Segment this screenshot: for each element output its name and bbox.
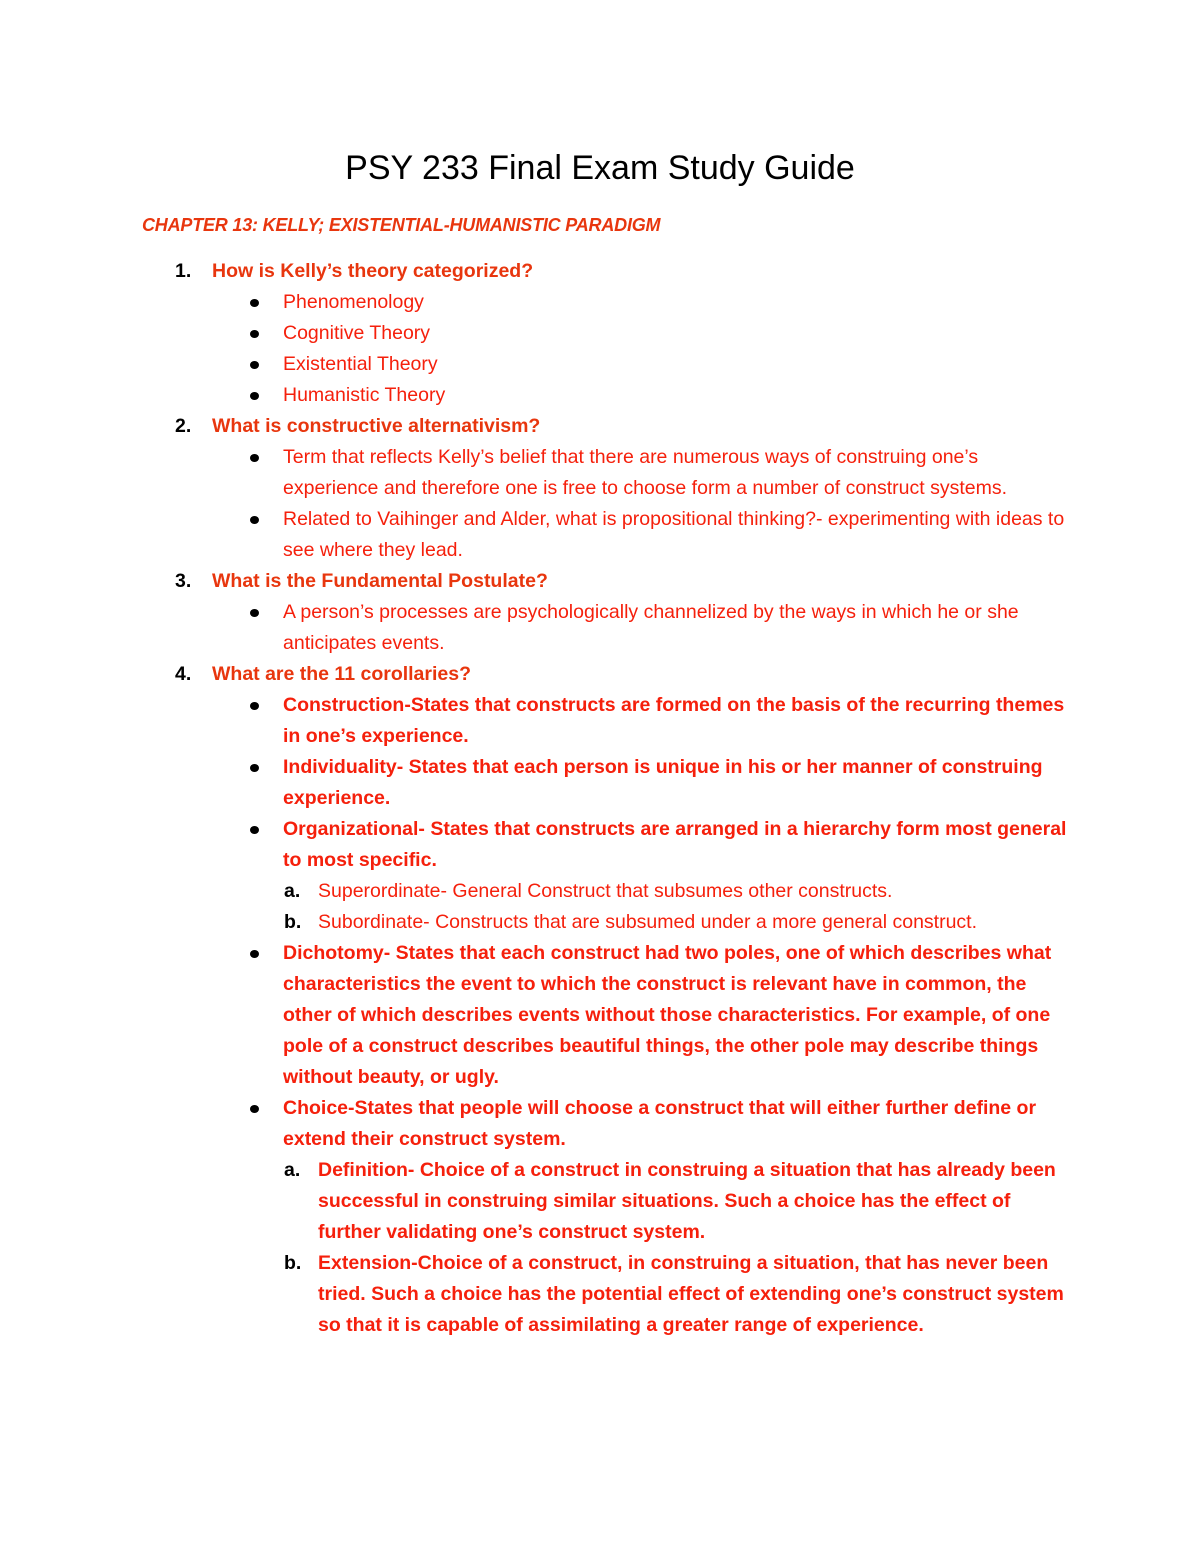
bullet-icon [250, 826, 259, 834]
question-text: What is the Fundamental Postulate? [212, 570, 548, 592]
sub-item [0, 876, 1200, 907]
sub-item [0, 907, 1200, 938]
bullet-text: Construction-States that constructs are formed on the basis of the recurring themes in one’s experience. [283, 694, 1065, 747]
sub-item-letter: a. [284, 880, 301, 902]
bullet-icon [250, 950, 259, 958]
sub-item [0, 1248, 1200, 1341]
bullet-text: Humanistic Theory [283, 384, 446, 406]
question-text: What are the 11 corollaries? [212, 663, 472, 685]
bullet-item [0, 349, 1200, 380]
sub-item [0, 1155, 1200, 1248]
question-number: 2. [175, 415, 192, 437]
chapter-heading: CHAPTER 13: KELLY; EXISTENTIAL-HUMANISTIC PARADIGM [142, 215, 661, 235]
question-item [0, 256, 1200, 287]
question-text: How is Kelly’s theory categorized? [212, 260, 534, 282]
bullet-item [0, 814, 1200, 876]
bullet-icon [250, 702, 259, 710]
bullet-text: Organizational- States that constructs are arranged in a hierarchy form most general to most specific. [283, 818, 1067, 871]
bullet-item [0, 938, 1200, 1093]
bullet-icon [250, 361, 259, 369]
bullet-icon [250, 609, 259, 617]
bullet-text: Related to Vaihinger and Alder, what is propositional thinking?- experimenting with ideas to see where they lead. [283, 508, 1065, 561]
bullet-item [0, 287, 1200, 318]
bullet-item [0, 380, 1200, 411]
question-item [0, 659, 1200, 690]
question-item [0, 411, 1200, 442]
bullet-item [0, 690, 1200, 752]
bullet-icon [250, 516, 259, 524]
bullet-item [0, 752, 1200, 814]
sub-item-text: Definition- Choice of a construct in construing a situation that has already been successful in construing similar situations. Such a choice has the effect of further validating one’s construct system. [318, 1159, 1056, 1243]
bullet-icon [250, 454, 259, 462]
sub-item-text: Extension-Choice of a construct, in construing a situation, that has never been tried. Such a choice has the potential effect of extending one’s construct system so that it is capable of assimilating a greater range of experience. [318, 1252, 1064, 1336]
question-item [0, 566, 1200, 597]
question-number: 3. [175, 570, 192, 592]
sub-item-text: Superordinate- General Construct that subsumes other constructs. [318, 880, 893, 902]
page-title: PSY 233 Final Exam Study Guide [345, 149, 855, 187]
bullet-icon [250, 392, 259, 400]
bullet-text: Phenomenology [283, 291, 424, 313]
bullet-text: Individuality- States that each person is unique in his or her manner of construing experience. [283, 756, 1043, 809]
question-text: What is constructive alternativism? [212, 415, 541, 437]
bullet-text: Cognitive Theory [283, 322, 431, 344]
sub-item-letter: b. [284, 911, 302, 933]
sub-item-letter: b. [284, 1252, 302, 1274]
sub-item-text: Subordinate- Constructs that are subsumed under a more general construct. [318, 911, 978, 933]
bullet-icon [250, 1105, 259, 1113]
bullet-text: A person’s processes are psychologically channelized by the ways in which he or she anticipates events. [283, 601, 1019, 654]
bullet-icon [250, 764, 259, 772]
sub-item-letter: a. [284, 1159, 301, 1181]
bullet-item [0, 442, 1200, 504]
bullet-item [0, 504, 1200, 566]
question-number: 4. [175, 663, 192, 685]
bullet-item [0, 318, 1200, 349]
bullet-text: Term that reflects Kelly’s belief that there are numerous ways of construing one’s experience and therefore one is free to choose form a number of construct systems. [283, 446, 1008, 499]
bullet-icon [250, 299, 259, 307]
bullet-text: Existential Theory [283, 353, 438, 375]
bullet-item [0, 597, 1200, 659]
question-number: 1. [175, 260, 192, 282]
bullet-text: Choice-States that people will choose a construct that will either further define or extend their construct system. [283, 1097, 1037, 1150]
bullet-item [0, 1093, 1200, 1155]
bullet-icon [250, 330, 259, 338]
question-list [0, 256, 1200, 1341]
bullet-text: Dichotomy- States that each construct had two poles, one of which describes what characteristics the event to which the construct is relevant have in common, the other of which describes events without those characteristics. For example, of one pole of a construct describes beautiful things, the other pole may describe things without beauty, or ugly. [283, 942, 1052, 1088]
